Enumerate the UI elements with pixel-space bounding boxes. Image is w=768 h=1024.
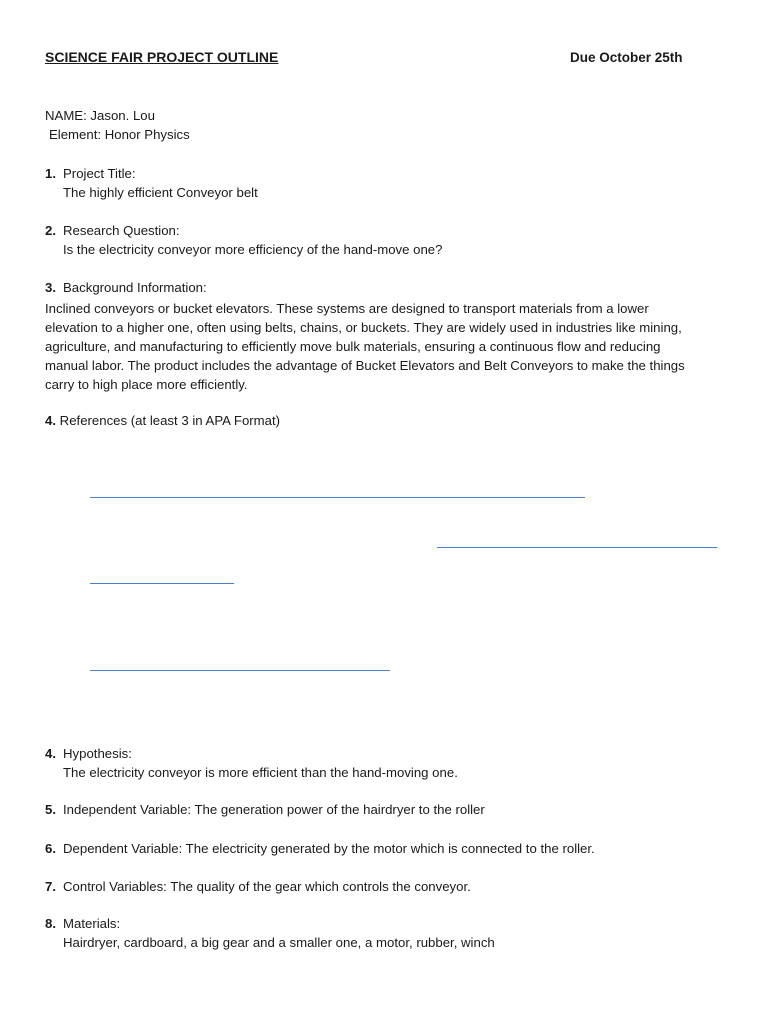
section-label: Research Question: <box>63 223 180 238</box>
background-line: Inclined conveyors or bucket elevators. These systems are designed to transport materials from a lower <box>45 301 649 316</box>
page-title: SCIENCE FAIR PROJECT OUTLINE <box>45 49 279 65</box>
materials-value: Hairdryer, cardboard, a big gear and a smaller one, a motor, rubber, winch <box>63 935 495 950</box>
section-number: 3. <box>45 280 56 295</box>
section-number: 2. <box>45 223 56 238</box>
background-line: manual labor. The product includes the advantage of Bucket Elevators and Belt Conveyors to make the things <box>45 358 685 373</box>
section-label: Control Variables: The quality of the gear which controls the conveyor. <box>63 879 471 894</box>
section-research-question <box>45 223 180 238</box>
hypothesis-value: The electricity conveyor is more efficient than the hand-moving one. <box>63 765 458 780</box>
section-number: 4. <box>45 413 56 428</box>
section-references <box>45 413 280 428</box>
section-materials <box>45 916 120 931</box>
section-number: 7. <box>45 879 56 894</box>
section-label: References (at least 3 in APA Format) <box>59 413 281 428</box>
student-element: Element: Honor Physics <box>49 127 190 142</box>
section-label: Dependent Variable: The electricity generated by the motor which is connected to the roller. <box>63 841 595 856</box>
background-line: elevation to a higher one, often using belts, chains, or buckets. They are widely used in industries like mining, <box>45 320 682 335</box>
reference-link-1[interactable] <box>90 497 585 498</box>
reference-link-2[interactable] <box>437 547 717 548</box>
section-independent-variable <box>45 802 485 817</box>
section-number: 6. <box>45 841 56 856</box>
due-date: Due October 25th <box>570 50 683 65</box>
student-name: NAME: Jason. Lou <box>45 108 155 123</box>
section-label: Background Information: <box>63 280 207 295</box>
section-number: 5. <box>45 802 56 817</box>
section-label: Independent Variable: The generation power of the hairdryer to the roller <box>63 802 485 817</box>
project-title-value: The highly efficient Conveyor belt <box>63 185 258 200</box>
section-number: 1. <box>45 166 56 181</box>
section-label: Hypothesis: <box>63 746 132 761</box>
background-line: carry to high place more efficiently. <box>45 377 248 392</box>
research-question-value: Is the electricity conveyor more efficiency of the hand-move one? <box>63 242 443 257</box>
section-background <box>45 280 207 295</box>
section-number: 4. <box>45 746 56 761</box>
reference-link-3[interactable] <box>90 670 390 671</box>
section-dependent-variable <box>45 841 595 856</box>
section-label: Materials: <box>63 916 121 931</box>
reference-link-2-continued[interactable] <box>90 583 234 584</box>
section-number: 8. <box>45 916 56 931</box>
section-hypothesis <box>45 746 132 761</box>
background-line: agriculture, and manufacturing to efficiently move bulk materials, ensuring a continuous flow and reducing <box>45 339 661 354</box>
section-control-variables <box>45 879 471 894</box>
section-project-title <box>45 166 136 181</box>
section-label: Project Title: <box>63 166 136 181</box>
background-paragraph <box>45 299 725 394</box>
